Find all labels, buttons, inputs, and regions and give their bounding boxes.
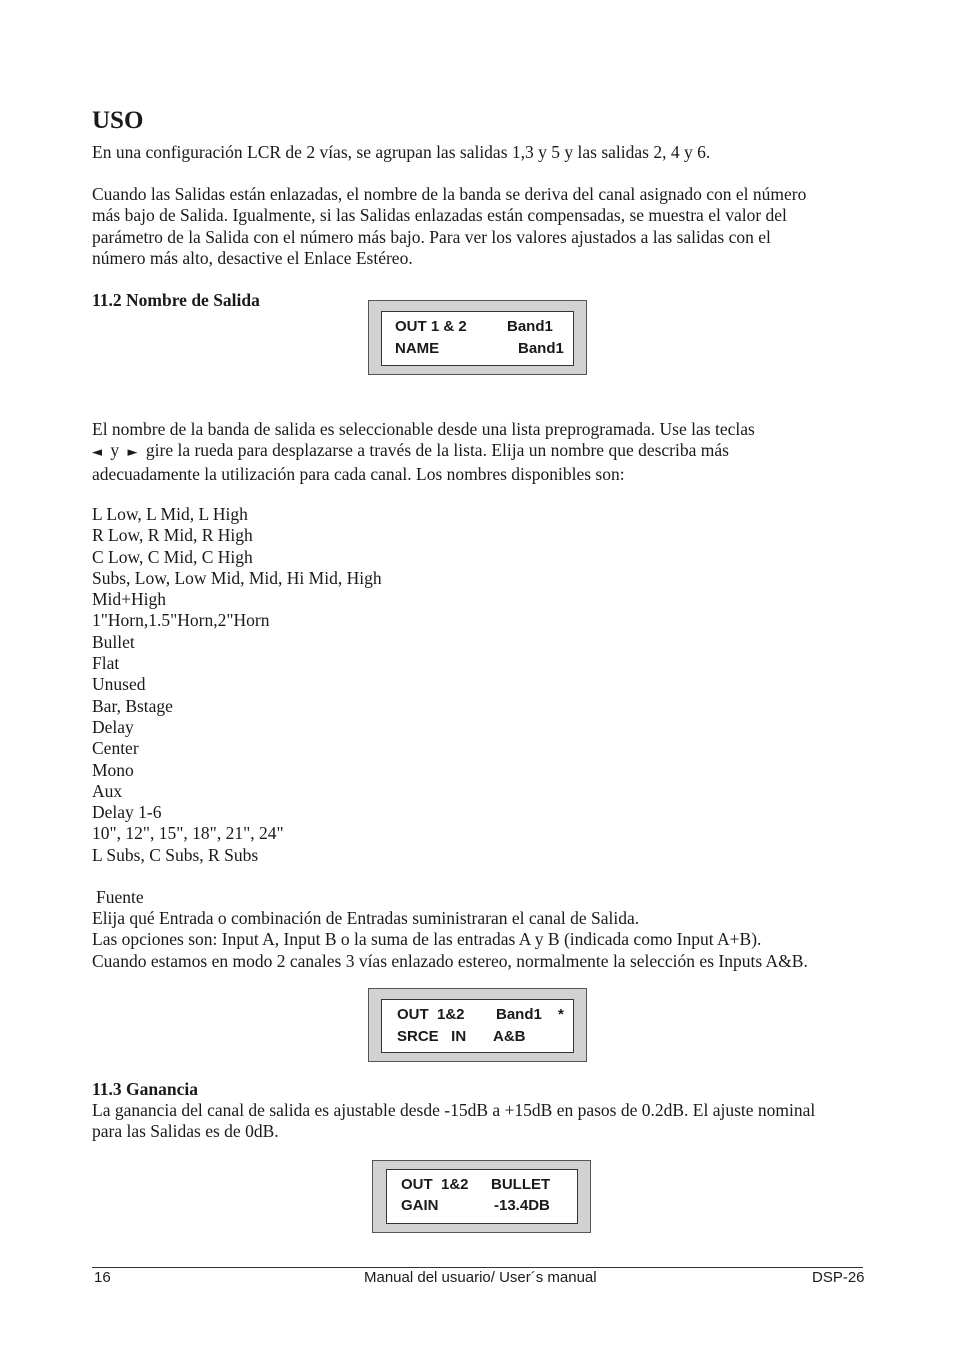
lcd-row1-left: OUT 1&2 (401, 1176, 469, 1193)
left-arrow-icon: ◄ (92, 445, 102, 461)
name-selection-paragraph: El nombre de la banda de salida es seleccionable desde una lista preprogramada. Use las teclas ◄ y ► gire la rueda para desplazarse a través de la lista. Elija un nombre que describa más adecuadamente la utilización para cada canal. Los nombres disponibles son: (92, 419, 755, 484)
intro-paragraph: En una configuración LCR de 2 vías, se agrupan las salidas 1,3 y 5 y las salidas 2, 4 y 6. (92, 142, 711, 162)
list-item: L Low, L Mid, L High (92, 504, 248, 524)
lcd-row1-marker: * (558, 1006, 564, 1023)
right-arrow-icon: ► (127, 445, 138, 461)
gain-paragraph: La ganancia del canal de salida es ajustable desde -15dB a +15dB en pasos de 0.2dB. El ajuste nominal para las Salidas es de 0dB. (92, 1100, 816, 1142)
lcd-row1-right: BULLET (491, 1176, 551, 1193)
list-item: Bullet (92, 631, 135, 652)
lcd-row1-right: Band1 (507, 318, 553, 335)
list-item: Aux (92, 780, 123, 801)
list-item: R Low, R Mid, R High (92, 525, 253, 546)
lcd-row2-right: -13.4DB (494, 1197, 550, 1214)
lcd-display-name (368, 300, 587, 375)
footer-model: DSP-26 (812, 1269, 865, 1286)
list-item: Unused (92, 674, 146, 695)
lcd-row2-left: NAME (395, 340, 440, 357)
section-title-output-name: 11.2 Nombre de Salida (92, 290, 260, 310)
lcd-row1-middle: Band1 (496, 1006, 542, 1023)
lcd-row2-right: A&B (493, 1028, 526, 1045)
section-title-gain: 11.3 Ganancia (92, 1079, 198, 1099)
list-item: Delay 1-6 (92, 802, 162, 823)
list-item: Mono (92, 759, 134, 780)
lcd-row1-left: OUT 1&2 (397, 1006, 465, 1023)
list-item: Mid+High (92, 589, 167, 610)
lcd-row2-left: GAIN (401, 1197, 439, 1214)
list-item: 10", 12", 15", 18", 21", 24" (92, 823, 284, 844)
lcd-display-gain (372, 1160, 591, 1233)
list-item: C Low, C Mid, C High (92, 546, 253, 567)
list-item: Center (92, 738, 139, 759)
source-paragraph: Elija qué Entrada o combinación de Entradas suministraran el canal de Salida. Las opciones son: Input A, Input B o la suma de las entradas A y B (indicada como Input A+B). Cuando estamos en modo 2 canales 3 vías enlazado estereo, normalmente la selección es Inputs A&B. (92, 908, 808, 971)
page-number: 16 (94, 1269, 111, 1286)
lcd-screen (381, 999, 574, 1053)
lcd-row1-left: OUT 1 & 2 (395, 318, 467, 335)
list-item: Bar, Bstage (92, 695, 173, 716)
footer-divider (92, 1267, 863, 1268)
footer-manual-title: Manual del usuario/ User´s manual (364, 1269, 597, 1286)
lcd-screen (386, 1169, 578, 1224)
lcd-screen (381, 311, 574, 366)
source-title: Fuente (96, 887, 144, 907)
list-item: 1"Horn,1.5"Horn,2"Horn (92, 610, 270, 631)
list-item: Flat (92, 653, 120, 674)
lcd-display-source (368, 988, 587, 1062)
linked-outputs-paragraph: Cuando las Salidas están enlazadas, el nombre de la banda se deriva del canal asignado con el número más bajo de Salida. Igualmente, si las Salidas enlazadas están compensadas, se muestra el valor del parámetro de la Salida con el número más bajo. Para ver los valores ajustados a las salidas con el número más alto, desactive el Enlace Estéreo. (92, 184, 807, 269)
list-item: L Subs, C Subs, R Subs (92, 844, 259, 865)
band-names-list (92, 504, 382, 866)
page-heading: USO (92, 107, 144, 134)
list-item: Subs, Low, Low Mid, Mid, Hi Mid, High (92, 567, 382, 588)
lcd-row2-left: SRCE IN (397, 1028, 467, 1045)
lcd-row2-right: Band1 (518, 340, 564, 357)
list-item: Delay (92, 716, 134, 737)
